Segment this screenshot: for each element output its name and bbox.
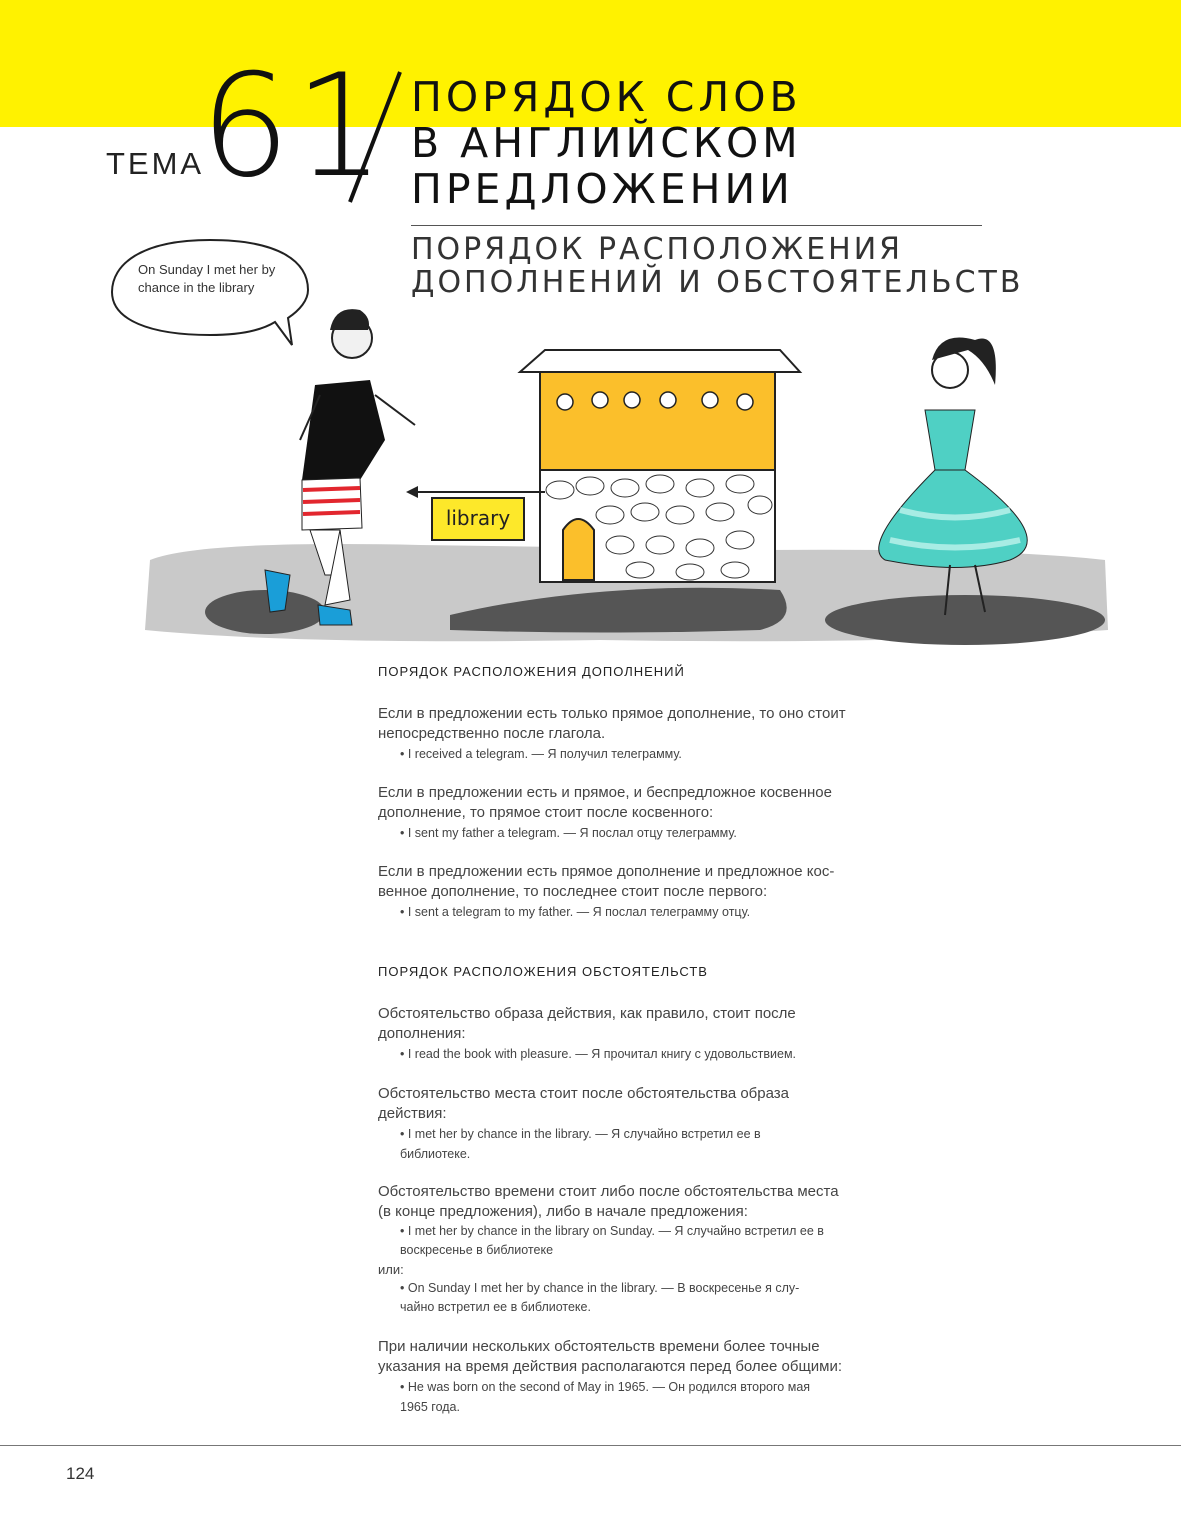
example-line: 1965 года. [400, 1400, 460, 1414]
example-line: чайно встретил ее в библиотеке. [400, 1300, 591, 1314]
example-line: • He was born on the second of May in 1965. — Он родился второго мая [400, 1380, 811, 1394]
rule-text [378, 1337, 898, 1377]
example-line: библиотеке. [400, 1147, 471, 1161]
page-number: 124 [66, 1464, 95, 1483]
rule-line: указания на время действия располагаются перед более общими: [378, 1358, 843, 1375]
example: • I sent a telegram to my father. — Я послал телеграмму отцу. [400, 905, 751, 919]
title-slash [338, 70, 408, 205]
footer-divider [0, 1445, 1181, 1446]
library-sign-text: library [445, 506, 511, 530]
title-divider [411, 225, 982, 226]
example: • I sent my father a telegram. — Я послал отцу телеграмму. [400, 826, 737, 840]
tema-label: ТЕМА [106, 146, 205, 181]
rule-text [378, 1182, 898, 1222]
example: • I read the book with pleasure. — Я прочитал книгу с удовольствием. [400, 1047, 797, 1061]
example-line: воскресенье в библиотеке [400, 1243, 554, 1257]
example [378, 1222, 898, 1260]
house-door [563, 519, 594, 580]
rule-line: дополнение, то прямое стоит после косвенного: [378, 804, 714, 821]
example-line: • I met her by chance in the library on Sunday. — Я случайно встретил ее в [400, 1224, 824, 1238]
subtitle-line-1: ПОРЯДОК РАСПОЛОЖЕНИЯ [411, 232, 904, 267]
rule-text [378, 1004, 898, 1044]
rule-text [378, 1084, 898, 1124]
example [378, 1377, 898, 1417]
rule-text [378, 704, 898, 744]
section-heading-objects: ПОРЯДОК РАСПОЛОЖЕНИЯ ДОПОЛНЕНИЙ [378, 664, 685, 679]
rule-text [378, 862, 898, 902]
subtitle-line-2: ДОПОЛНЕНИЙ И ОБСТОЯТЕЛЬСТВ [411, 265, 1024, 300]
example [378, 1279, 898, 1317]
rule-line: При наличии нескольких обстоятельств времени более точные [378, 1338, 820, 1355]
rule-line: Обстоятельство образа действия, как правило, стоит после [378, 1005, 796, 1022]
main-content [378, 664, 898, 1417]
rule-line: Если в предложении есть и прямое, и беспредложное косвенное [378, 784, 832, 801]
rule-line: непосредственно после глагола. [378, 725, 606, 742]
example-line: • On Sunday I met her by chance in the library. — В воскресенье я слу- [400, 1281, 800, 1295]
example [378, 1124, 898, 1164]
example-line: • I met her by chance in the library. — Я случайно встретил ее в [400, 1127, 761, 1141]
tema-number: 61 [200, 44, 389, 209]
example: • I received a telegram. — Я получил телеграмму. [400, 747, 682, 761]
or-word: или: [378, 1262, 404, 1277]
house-roof [520, 350, 800, 372]
title-line-1: ПОРЯДОК СЛОВ [411, 73, 802, 121]
title-line-3: ПРЕДЛОЖЕНИИ [411, 165, 794, 213]
section-heading-adverbials: ПОРЯДОК РАСПОЛОЖЕНИЯ ОБСТОЯТЕЛЬСТВ [378, 964, 708, 979]
rule-line: Если в предложении есть прямое дополнение и предложное кос- [378, 863, 835, 880]
rule-line: Обстоятельство места стоит после обстоятельства образа [378, 1085, 789, 1102]
speech-bubble-text: On Sunday I met her by chance in the library [138, 262, 276, 295]
rule-line: венное дополнение, то последнее стоит после первого: [378, 883, 768, 900]
rule-line: действия: [378, 1105, 447, 1122]
rule-line: Если в предложении есть только прямое дополнение, то оно стоит [378, 705, 846, 722]
title-line-2: В АНГЛИЙСКОМ [411, 119, 802, 167]
page-title [411, 74, 802, 212]
rule-line: (в конце предложения), либо в начале предложения: [378, 1203, 748, 1220]
rule-line: дополнения: [378, 1025, 466, 1042]
rule-text [378, 783, 898, 823]
rule-line: Обстоятельство времени стоит либо после обстоятельства места [378, 1183, 839, 1200]
